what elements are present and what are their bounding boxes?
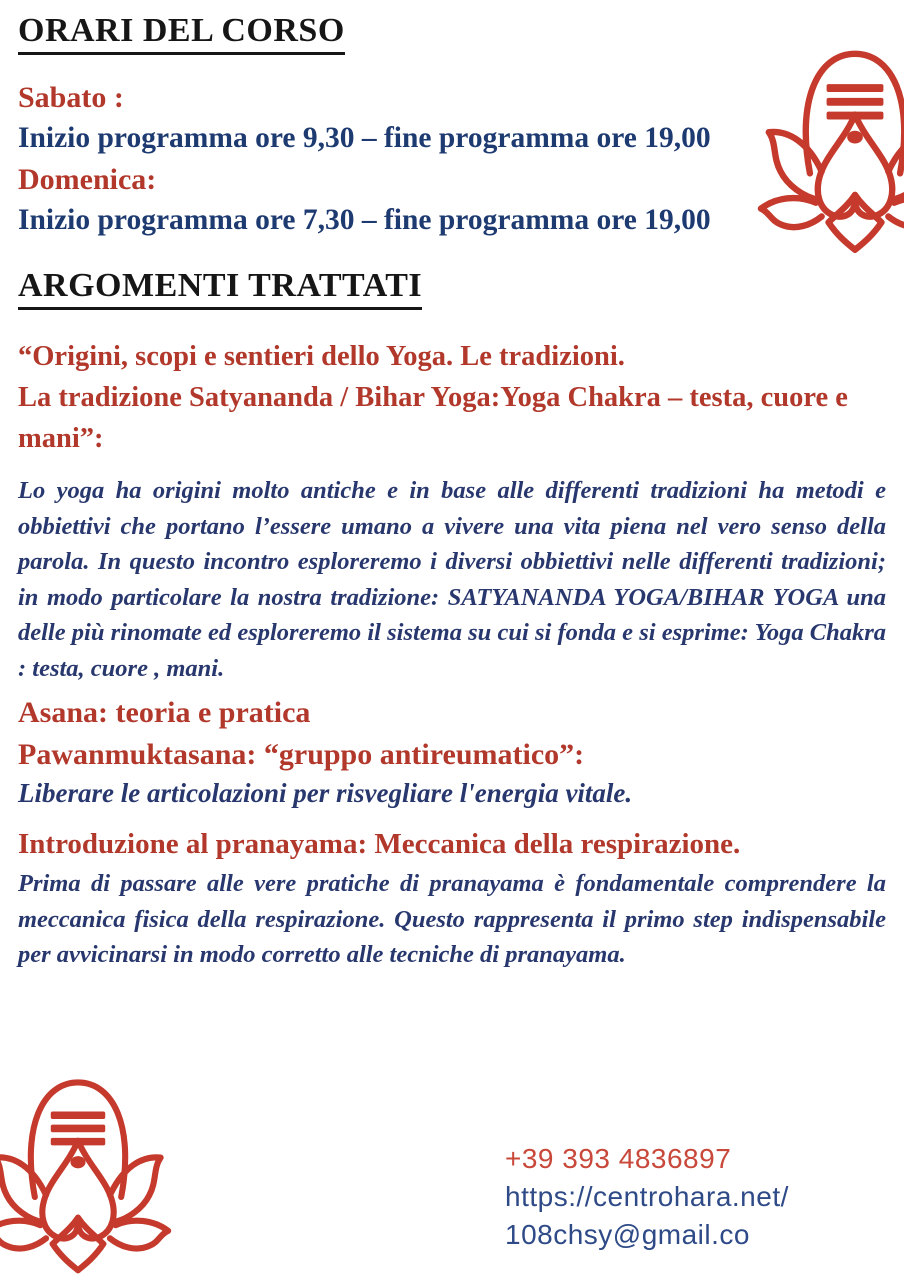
topic-description: Lo yoga ha origini molto antiche e in base alle differenti tradizioni ha metodi e obbiettivi che portano l’essere umano a vivere una vita piena nel vero senso della parola. In questo incontro esploreremo i diversi obbiettivi nelle differenti tradizioni; in modo particolare la nostra tradizione: SATYANANDA YOGA/BIHAR YOGA una delle più rinomate ed esploreremo il sistema su cui si fonda e si esprime: Yoga Chakra : testa, cuore , mani. — [18, 477, 886, 682]
topic-quote-line-2: La tradizione Satyananda / Bihar Yoga:Yoga Chakra – testa, cuore e mani”: — [18, 382, 848, 454]
lotus-logo-bottom-icon — [0, 1058, 172, 1274]
topic-quote-heading — [18, 336, 886, 459]
asana-heading: Asana: teoria e pratica — [18, 696, 311, 729]
pawanmuktasana-subtitle: Liberare le articolazioni per risvegliare l'energia vitale. — [18, 778, 633, 808]
contact-website[interactable]: https://centrohara.net/ — [505, 1181, 789, 1212]
section-title-topics: ARGOMENTI TRATTATI — [18, 267, 422, 310]
topic-quote-line-1: “Origini, scopi e sentieri dello Yoga. Le tradizioni. — [18, 341, 625, 372]
schedule-time-saturday: Inizio programma ore 9,30 – fine programma ore 19,00 — [18, 122, 711, 154]
contact-phone[interactable]: +39 393 4836897 — [505, 1143, 732, 1174]
pranayama-description: Prima di passare alle vere pratiche di pranayama è fondamentale comprendere la meccanica fisica della respirazione. Questo rappresenta il primo step indispensabile per avvicinarsi in modo corretto alle tecniche di pranayama. — [18, 870, 886, 968]
pranayama-heading: Introduzione al pranayama: Meccanica della respirazione. — [18, 828, 741, 860]
schedule-day-saturday: Sabato : — [18, 81, 124, 114]
schedule-day-sunday: Domenica: — [18, 163, 157, 196]
contact-email[interactable]: 108chsy@gmail.co — [505, 1219, 750, 1250]
flyer-content — [18, 12, 886, 973]
schedule-time-sunday: Inizio programma ore 7,30 – fine programma ore 19,00 — [18, 204, 711, 236]
pawanmuktasana-heading: Pawanmuktasana: “gruppo antireumatico”: — [18, 738, 585, 771]
page-title: ORARI DEL CORSO — [18, 12, 345, 55]
contact-block — [505, 1140, 789, 1254]
